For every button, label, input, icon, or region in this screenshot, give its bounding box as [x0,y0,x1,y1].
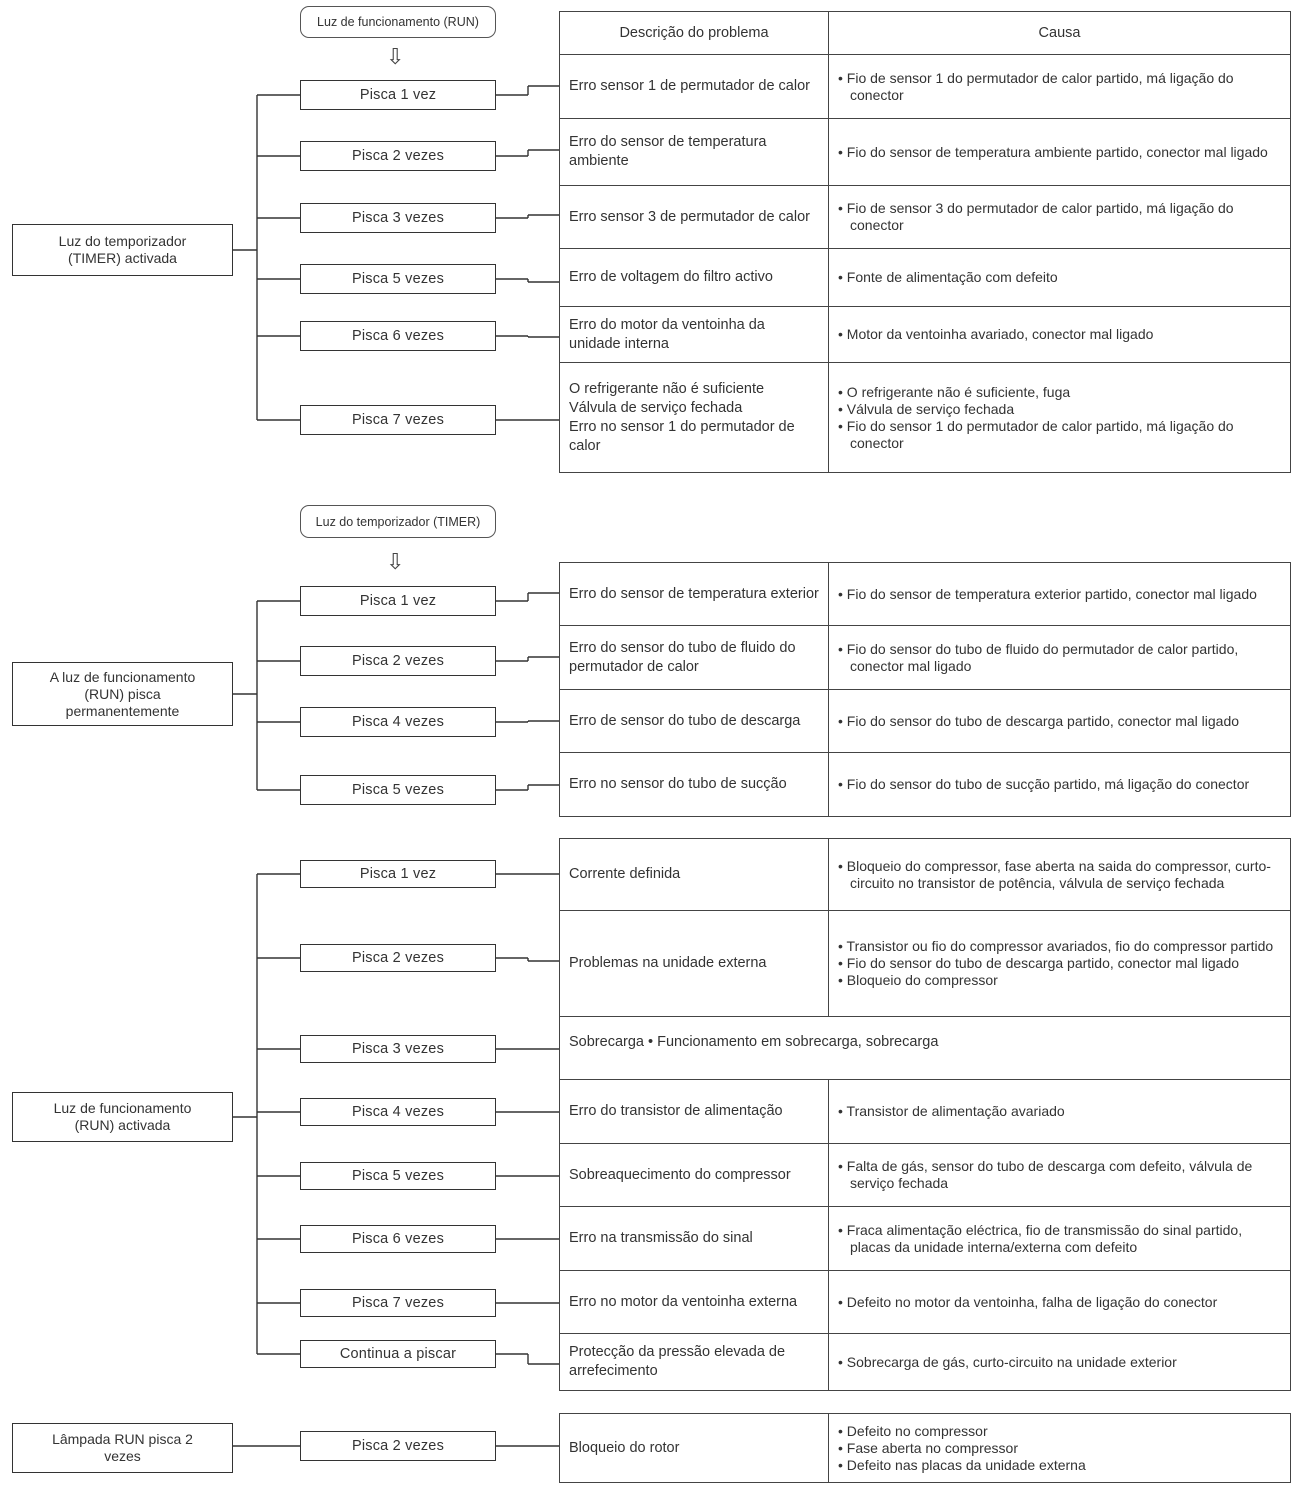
flash-code: Pisca 2 vezes [300,1431,496,1461]
diagnosis-table-2 [559,562,1291,817]
flash-code: Pisca 5 vezes [300,775,496,805]
table-row [560,119,1291,186]
flash-code: Pisca 2 vezes [300,944,496,972]
problem-cell: Erro no sensor do tubo de sucção [560,753,829,817]
table-row [560,563,1291,626]
flash-code: Pisca 2 vezes [300,646,496,676]
table-row [560,1271,1291,1334]
cause-cell: • Defeito no compressor • Fase aberta no compressor • Defeito nas placas da unidade externa [829,1414,1291,1483]
flash-code: Pisca 1 vez [300,860,496,888]
problem-cell: O refrigerante não é suficiente Válvula de serviço fechada Erro no sensor 1 do permutador de calor [560,363,829,473]
table-row [560,1017,1291,1080]
problem-cell: Erro na transmissão do sinal [560,1207,829,1271]
cause-cell: • Fio do sensor de temperatura ambiente partido, conector mal ligado [829,119,1291,186]
cause-cell: • Defeito no motor da ventoinha, falha de ligação do conector [829,1271,1291,1334]
table-row [560,1414,1291,1483]
condition-box-run-blinking: A luz de funcionamento (RUN) pisca permanentemente [12,662,233,726]
problem-cell: Erro de voltagem do filtro activo [560,249,829,307]
table-row [560,626,1291,690]
cause-cell: • Motor da ventoinha avariado, conector mal ligado [829,307,1291,363]
flash-code: Pisca 5 vezes [300,1162,496,1190]
flash-code: Pisca 3 vezes [300,1035,496,1063]
flash-code: Pisca 6 vezes [300,321,496,351]
table-row [560,1207,1291,1271]
table-row [560,55,1291,119]
indicator-label-run: Luz de funcionamento (RUN) [300,6,496,38]
cause-cell: • Transistor de alimentação avariado [829,1080,1291,1144]
problem-cell: Erro de sensor do tubo de descarga [560,690,829,753]
flash-code: Pisca 1 vez [300,586,496,616]
cause-cell: • O refrigerante não é suficiente, fuga • Válvula de serviço fechada • Fio do sensor 1 do permutador de calor partido, má ligação do conector [829,363,1291,473]
table-row [560,363,1291,473]
condition-box-timer-on: Luz do temporizador (TIMER) activada [12,224,233,276]
problem-cell: Bloqueio do rotor [560,1414,829,1483]
problem-cell: Erro sensor 1 de permutador de calor [560,55,829,119]
flash-code: Pisca 4 vezes [300,707,496,737]
cause-cell: • Falta de gás, sensor do tubo de descarga com defeito, válvula de serviço fechada [829,1144,1291,1207]
table-row [560,307,1291,363]
cause-cell: • Fio de sensor 3 do permutador de calor partido, má ligação do conector [829,186,1291,249]
problem-cell: Erro do sensor de temperatura exterior [560,563,829,626]
condition-box-run-blinks-twice: Lâmpada RUN pisca 2 vezes [12,1423,233,1473]
table-row [560,753,1291,817]
table-row [560,186,1291,249]
table-row [560,1144,1291,1207]
problem-cell: Problemas na unidade externa [560,911,829,1017]
diagnosis-table-1 [559,11,1291,473]
cause-cell: • Sobrecarga de gás, curto-circuito na unidade exterior [829,1334,1291,1391]
condition-box-run-on: Luz de funcionamento (RUN) activada [12,1092,233,1142]
cause-cell: • Fio de sensor 1 do permutador de calor partido, má ligação do conector [829,55,1291,119]
header-cause: Causa [829,12,1291,55]
problem-cell-merged: Sobrecarga • Funcionamento em sobrecarga, sobrecarga [560,1017,1291,1080]
problem-cell: Erro do motor da ventoinha da unidade interna [560,307,829,363]
flash-code: Pisca 5 vezes [300,264,496,294]
table-row [560,249,1291,307]
problem-cell: Corrente definida [560,839,829,911]
cause-cell: • Bloqueio do compressor, fase aberta na saida do compressor, curto- circuito no transistor de potência, válvula de serviço fechada [829,839,1291,911]
flash-code: Pisca 1 vez [300,80,496,110]
cause-cell: • Transistor ou fio do compressor avariados, fio do compressor partido • Fio do sensor do tubo de descarga partido, conector mal ligado • Bloqueio do compressor [829,911,1291,1017]
cause-cell: • Fio do sensor do tubo de sucção partido, má ligação do conector [829,753,1291,817]
cause-cell: • Fio do sensor do tubo de descarga partido, conector mal ligado [829,690,1291,753]
flash-code: Pisca 2 vezes [300,141,496,171]
cause-cell: • Fio do sensor de temperatura exterior partido, conector mal ligado [829,563,1291,626]
problem-cell: Erro do sensor de temperatura ambiente [560,119,829,186]
down-arrow-icon: ⇩ [386,44,405,69]
flash-code: Pisca 6 vezes [300,1225,496,1253]
problem-cell: Erro no motor da ventoinha externa [560,1271,829,1334]
flash-code: Continua a piscar [300,1340,496,1368]
flash-code: Pisca 4 vezes [300,1098,496,1126]
cause-cell: • Fraca alimentação eléctrica, fio de transmissão do sinal partido, placas da unidade interna/externa com defeito [829,1207,1291,1271]
flash-code: Pisca 3 vezes [300,203,496,233]
header-problem: Descrição do problema [560,12,829,55]
cause-cell: • Fio do sensor do tubo de fluido do permutador de calor partido, conector mal ligado [829,626,1291,690]
problem-cell: Erro do transistor de alimentação [560,1080,829,1144]
problem-cell: Protecção da pressão elevada de arrefecimento [560,1334,829,1391]
diagnosis-table-3 [559,838,1291,1391]
flash-code: Pisca 7 vezes [300,405,496,435]
diagnosis-table-4 [559,1413,1291,1483]
problem-cell: Erro sensor 3 de permutador de calor [560,186,829,249]
flash-code: Pisca 7 vezes [300,1289,496,1317]
table-row [560,1080,1291,1144]
table-row [560,911,1291,1017]
table-row [560,690,1291,753]
indicator-label-timer: Luz do temporizador (TIMER) [300,505,496,538]
table-row [560,1334,1291,1391]
table-header-row [560,12,1291,55]
cause-cell: • Fonte de alimentação com defeito [829,249,1291,307]
problem-cell: Sobreaquecimento do compressor [560,1144,829,1207]
down-arrow-icon: ⇩ [386,549,405,574]
problem-cell: Erro do sensor do tubo de fluido do permutador de calor [560,626,829,690]
table-row [560,839,1291,911]
